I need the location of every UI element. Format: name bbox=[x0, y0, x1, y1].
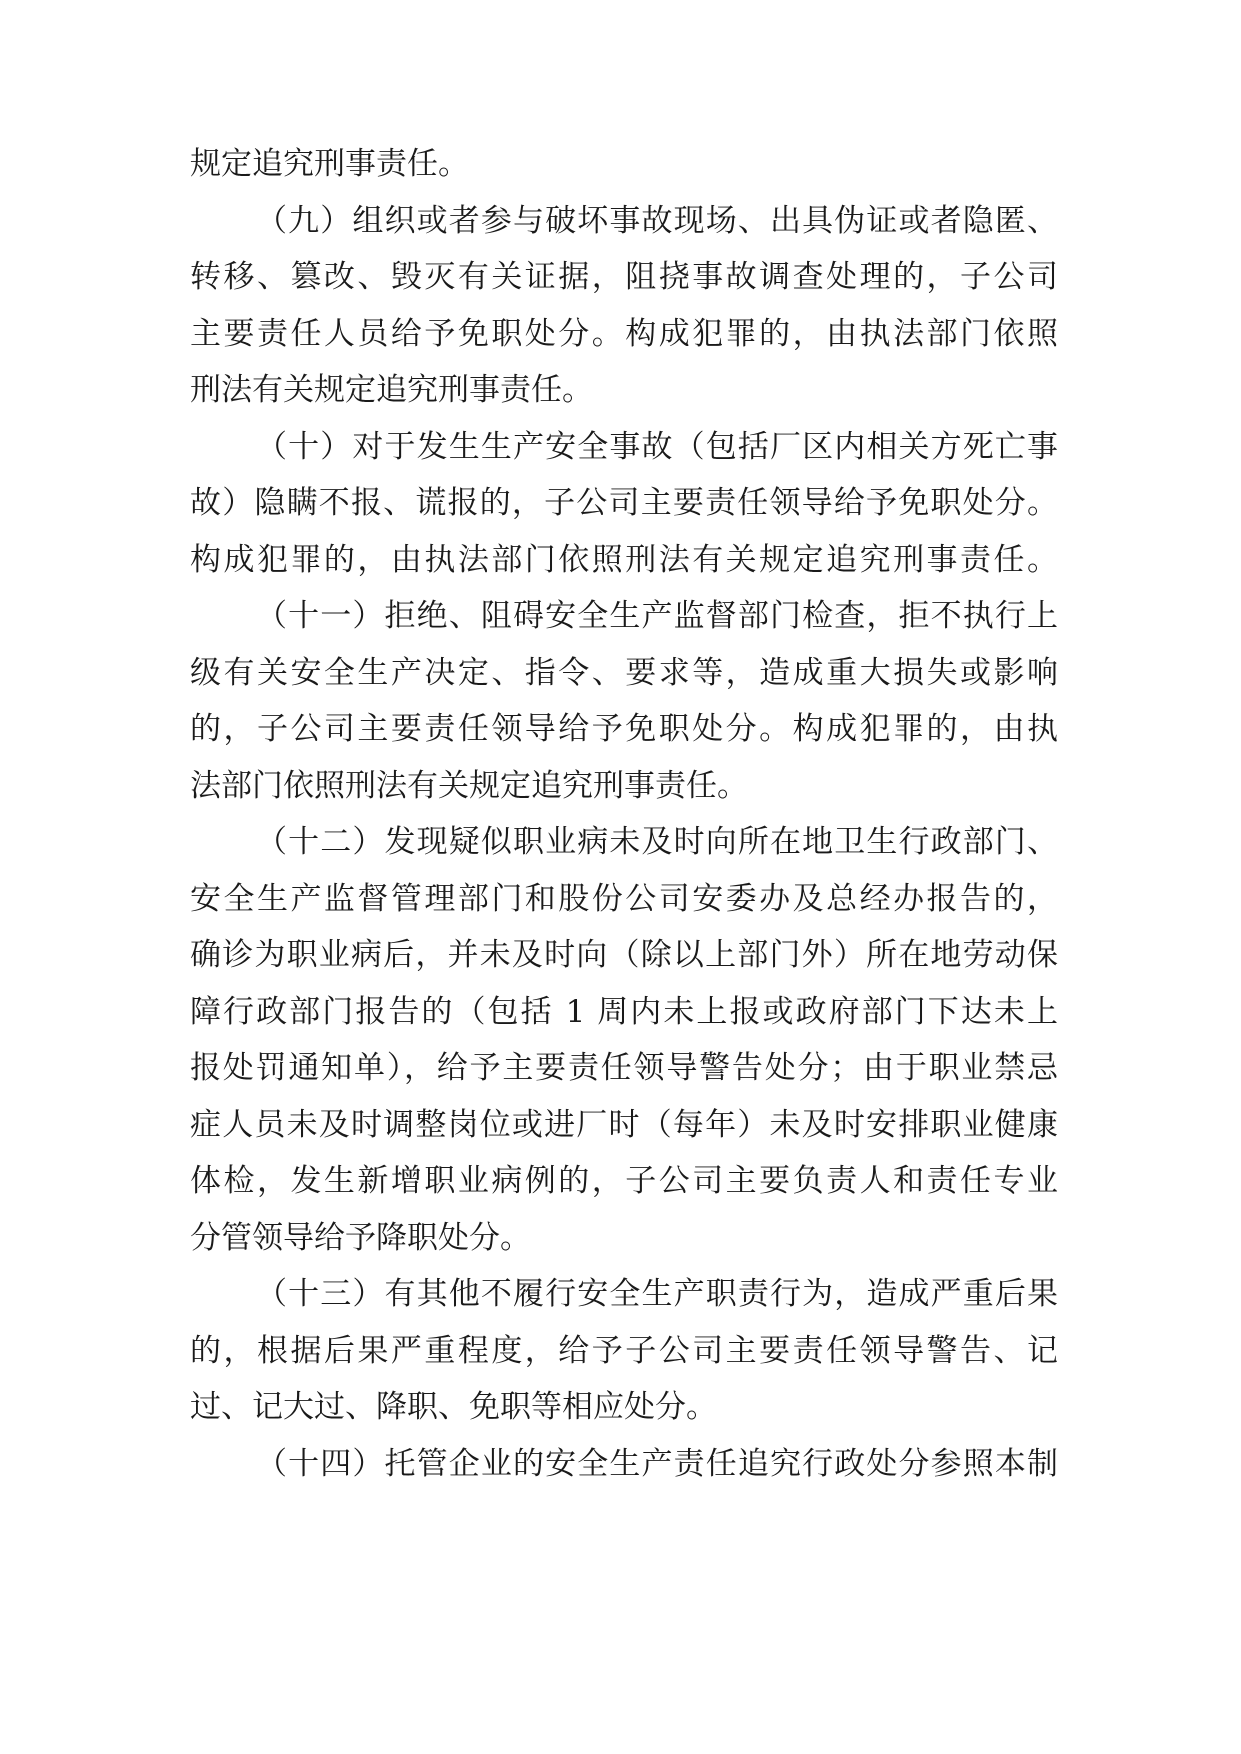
text-line: 过、记大过、降职、免职等相应处分。 bbox=[190, 1389, 717, 1425]
text-line: 规定追究刑事责任。 bbox=[190, 146, 469, 182]
paragraph-10-heading-line: （十）对于发生生产安全事故（包括厂区内相关方死亡事 bbox=[256, 429, 1058, 465]
paragraph-12-heading-line: （十二）发现疑似职业病未及时向所在地卫生行政部门、 bbox=[256, 824, 1058, 860]
text-line: 转移、篡改、毁灭有关证据，阻挠事故调查处理的，子公司 bbox=[190, 259, 1058, 295]
text-line: 报处罚通知单），给予主要责任领导警告处分；由于职业禁忌 bbox=[190, 1050, 1058, 1086]
text-line: 的，子公司主要责任领导给予免职处分。构成犯罪的，由执 bbox=[190, 711, 1058, 747]
text-line: 故）隐瞒不报、谎报的，子公司主要责任领导给予免职处分。 bbox=[190, 485, 1058, 521]
text-line: 的，根据后果严重程度，给予子公司主要责任领导警告、记 bbox=[190, 1333, 1058, 1369]
text-line: 障行政部门报告的（包括 1 周内未上报或政府部门下达未上 bbox=[190, 994, 1058, 1030]
paragraph-9-heading-line: （九）组织或者参与破坏事故现场、出具伪证或者隐匿、 bbox=[256, 203, 1058, 239]
text-line: 级有关安全生产决定、指令、要求等，造成重大损失或影响 bbox=[190, 655, 1058, 691]
text-line: 确诊为职业病后，并未及时向（除以上部门外）所在地劳动保 bbox=[190, 937, 1058, 973]
text-line: 体检，发生新增职业病例的，子公司主要负责人和责任专业 bbox=[190, 1163, 1058, 1199]
text-line: 刑法有关规定追究刑事责任。 bbox=[190, 372, 593, 408]
text-line: 主要责任人员给予免职处分。构成犯罪的，由执法部门依照 bbox=[190, 316, 1058, 352]
text-line: 分管领导给予降职处分。 bbox=[190, 1220, 531, 1256]
paragraph-13-heading-line: （十三）有其他不履行安全生产职责行为，造成严重后果 bbox=[256, 1276, 1058, 1312]
text-line: 构成犯罪的，由执法部门依照刑法有关规定追究刑事责任。 bbox=[190, 542, 1058, 578]
text-line: 安全生产监督管理部门和股份公司安委办及总经办报告的， bbox=[190, 881, 1058, 917]
paragraph-14-heading-line: （十四）托管企业的安全生产责任追究行政处分参照本制 bbox=[256, 1446, 1058, 1482]
text-line: 症人员未及时调整岗位或进厂时（每年）未及时安排职业健康 bbox=[190, 1107, 1058, 1143]
text-line: 法部门依照刑法有关规定追究刑事责任。 bbox=[190, 768, 748, 804]
paragraph-11-heading-line: （十一）拒绝、阻碍安全生产监督部门检查，拒不执行上 bbox=[256, 598, 1058, 634]
